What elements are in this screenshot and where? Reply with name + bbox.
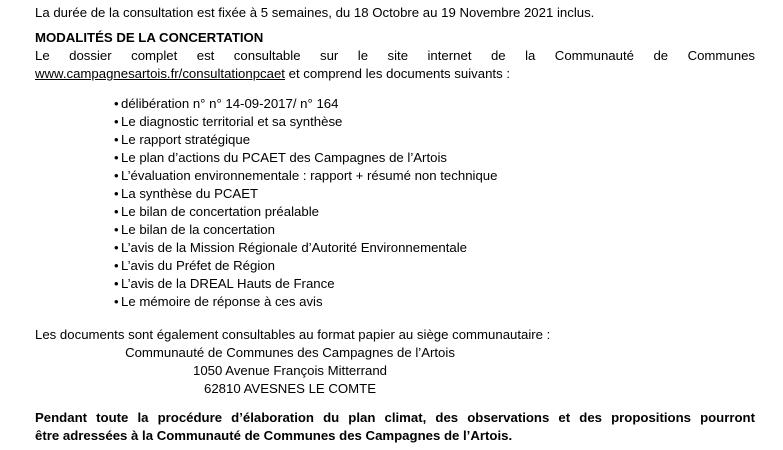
address-line-street: 1050 Avenue François Mitterrand xyxy=(192,363,388,378)
bullet-icon: • xyxy=(114,150,119,165)
list-item: • L’évaluation environnementale : rapport + résumé non technique xyxy=(114,168,498,183)
documents-list xyxy=(114,95,755,311)
list-item: • Le plan d’actions du PCAET des Campagnes de l’Artois xyxy=(114,150,447,165)
dossier-availability-line2 xyxy=(35,65,755,83)
list-item: • Le rapport stratégique xyxy=(114,132,251,147)
observations-notice xyxy=(35,409,755,445)
bullet-icon: • xyxy=(114,186,119,201)
consultation-website-link[interactable]: www.campagnesartois.fr/consultationpcaet xyxy=(35,66,285,81)
list-item: • délibération n° n° 14-09-2017/ n° 164 xyxy=(114,96,339,111)
bullet-icon: • xyxy=(114,276,119,291)
list-item: • La synthèse du PCAET xyxy=(114,186,259,201)
list-item: • L’avis de la DREAL Hauts de France xyxy=(114,276,335,291)
bullet-icon: • xyxy=(114,294,119,309)
observations-notice-line1: Pendant toute la procédure d’élaboration du plan climat, des observations et des propositions pourront xyxy=(35,410,755,425)
bullet-icon: • xyxy=(114,222,119,237)
bullet-icon: • xyxy=(114,132,119,147)
bullet-icon: • xyxy=(114,96,119,111)
address-line-organisation: Communauté de Communes des Campagnes de l’Artois xyxy=(125,345,455,360)
bullet-icon: • xyxy=(114,240,119,255)
document-page xyxy=(35,4,755,445)
list-item: • Le bilan de concertation préalable xyxy=(114,204,319,219)
list-item: • Le mémoire de réponse à ces avis xyxy=(114,294,323,309)
observations-notice-line2: être adressées à la Communauté de Communes des Campagnes de l’Artois. xyxy=(35,428,513,443)
bullet-icon: • xyxy=(114,258,119,273)
dossier-availability-line1: Le dossier complet est consultable sur le site internet de la Communauté de Communes xyxy=(35,48,755,63)
address-line-city: 62810 AVESNES LE COMTE xyxy=(203,381,376,396)
paper-availability-text: Les documents sont également consultables au format papier au siège communautaire : xyxy=(35,327,551,342)
section-heading: MODALITÉS DE LA CONCERTATION xyxy=(35,30,264,45)
postal-address xyxy=(35,344,545,398)
bullet-icon: • xyxy=(114,168,119,183)
list-item: • Le diagnostic territorial et sa synthèse xyxy=(114,114,343,129)
list-item: • L’avis du Préfet de Région xyxy=(114,258,275,273)
list-item: • Le bilan de la concertation xyxy=(114,222,275,237)
consultation-duration-text: La durée de la consultation est fixée à 5 semaines, du 18 Octobre au 19 Novembre 2021 inclus. xyxy=(35,5,595,20)
bullet-icon: • xyxy=(114,114,119,129)
bullet-icon: • xyxy=(114,204,119,219)
dossier-availability-rest: et comprend les documents suivants : xyxy=(284,66,510,81)
list-item: • L’avis de la Mission Régionale d’Autorité Environnementale xyxy=(114,240,468,255)
